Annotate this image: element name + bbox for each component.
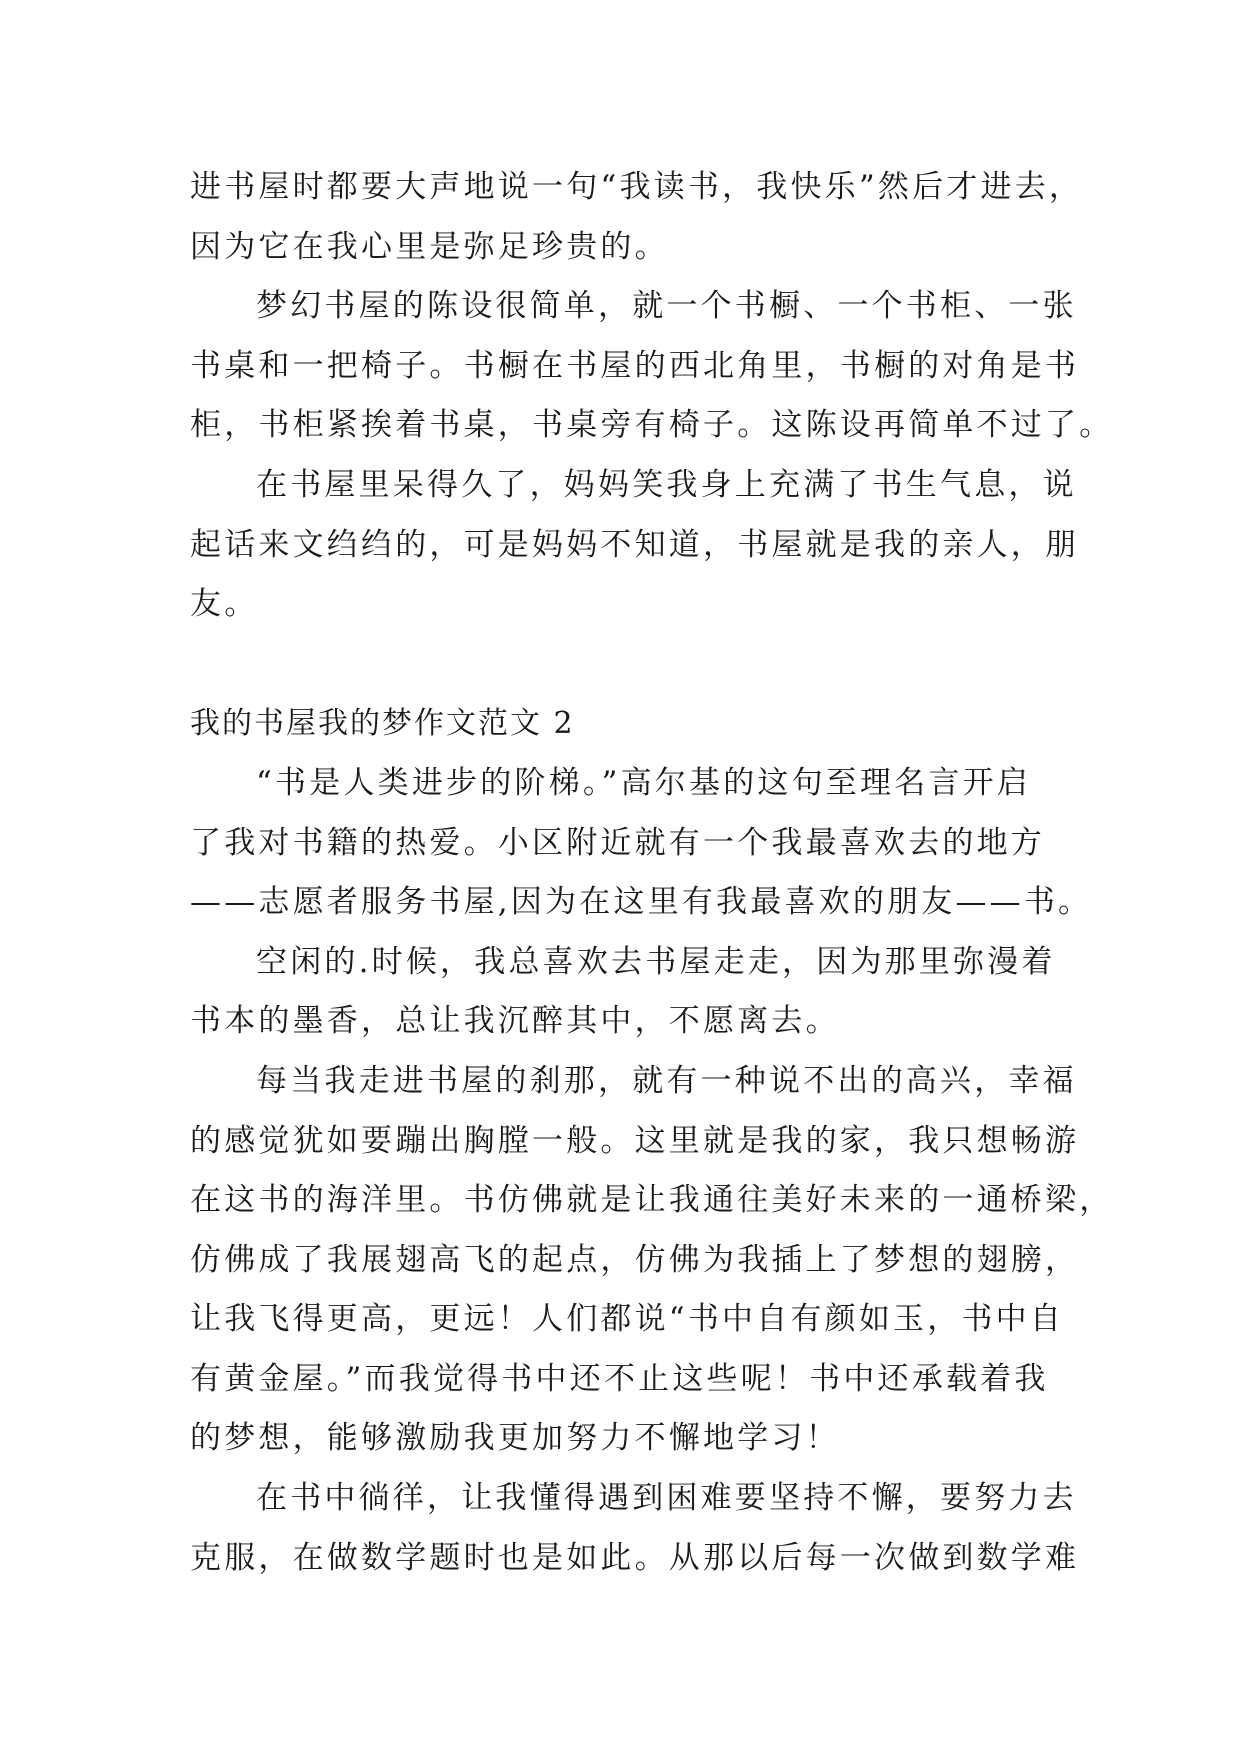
paragraph-start-line: 空闲的.时候，我总喜欢去书屋走走，因为那里弥漫着 bbox=[256, 943, 1056, 980]
text-line: 因为它在我心里是弥足珍贵的。 bbox=[190, 228, 669, 265]
text-line: 柜，书柜紧挨着书桌，书桌旁有椅子。这陈设再简单不过了。 bbox=[190, 407, 1114, 444]
paragraph-start-line: 每当我走进书屋的刹那，就有一种说不出的高兴，幸福 bbox=[256, 1062, 1077, 1099]
text-line: 友。 bbox=[190, 586, 259, 623]
text-line: ——志愿者服务书屋,因为在这里有我最喜欢的朋友——书。 bbox=[190, 884, 1093, 921]
paragraph-start-line: “书是人类进步的阶梯。”高尔基的这句至理名言开启 bbox=[256, 764, 1031, 801]
text-line: 有黄金屋。”而我觉得书中还不止这些呢！书中还承载着我 bbox=[190, 1360, 1049, 1397]
text-line: 书桌和一把椅子。书橱在书屋的西北角里，书橱的对角是书 bbox=[190, 347, 1080, 384]
document-body bbox=[190, 158, 1114, 1588]
paragraph-start-line: 在书中徜徉，让我懂得遇到困难要坚持不懈，要努力去 bbox=[256, 1480, 1077, 1517]
text-line: 的感觉犹如要蹦出胸膛一般。这里就是我的家，我只想畅游 bbox=[190, 1122, 1080, 1159]
text-line: 克服，在做数学题时也是如此。从那以后每一次做到数学难 bbox=[190, 1539, 1080, 1576]
text-line: 让我飞得更高，更远！人们都说“书中自有颜如玉，书中自 bbox=[190, 1301, 1065, 1338]
text-line: 起话来文绉绉的，可是妈妈不知道，书屋就是我的亲人，朋 bbox=[190, 526, 1080, 563]
text-line: 进书屋时都要大声地说一句“我读书，我快乐”然后才进去， bbox=[190, 169, 1084, 205]
section-heading: 我的书屋我的梦作文范文 2 bbox=[190, 706, 575, 742]
text-line: 仿佛成了我展翅高飞的起点，仿佛为我插上了梦想的翅膀， bbox=[190, 1241, 1080, 1278]
text-line: 了我对书籍的热爱。小区附近就有一个我最喜欢去的地方 bbox=[190, 824, 1045, 861]
text-line: 书本的墨香，总让我沉醉其中，不愿离去。 bbox=[190, 1003, 840, 1040]
blank-line bbox=[190, 635, 1060, 695]
paragraph-start-line: 梦幻书屋的陈设很简单，就一个书橱、一个书柜、一张 bbox=[256, 288, 1077, 325]
text-line: 的梦想，能够激励我更加努力不懈地学习！ bbox=[190, 1420, 840, 1457]
text-line: 在这书的海洋里。书仿佛就是让我通往美好未来的一通桥梁， bbox=[190, 1182, 1114, 1219]
paragraph-start-line: 在书屋里呆得久了，妈妈笑我身上充满了书生气息，说 bbox=[256, 466, 1077, 503]
